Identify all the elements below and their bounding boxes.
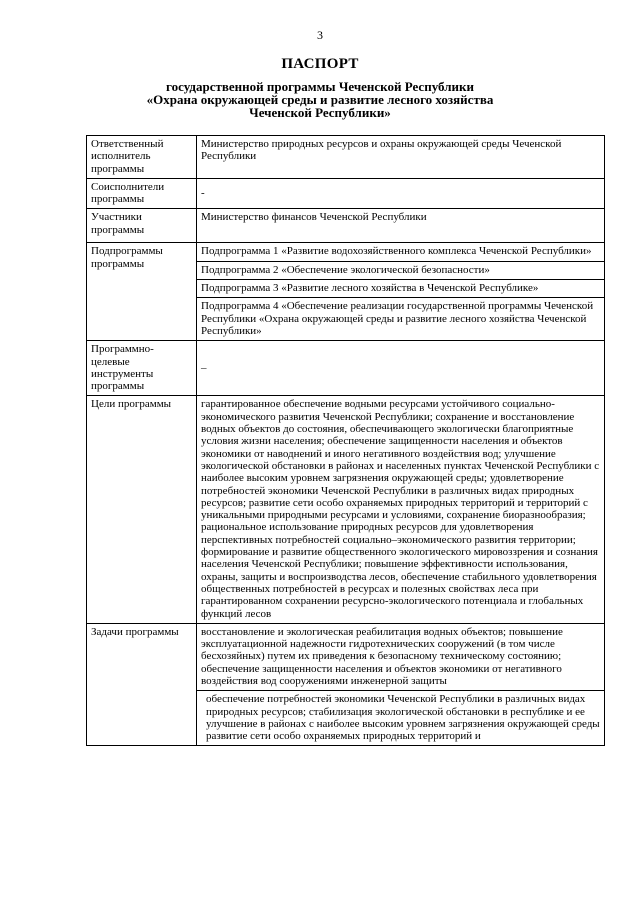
document-title: ПАСПОРТ xyxy=(281,56,359,72)
row-label: Подпрограммы программы xyxy=(87,243,197,341)
row-label: Участники программы xyxy=(87,209,197,243)
subprogram-item: Подпрограмма 3 «Развитие лесного хозяйства в Чеченской Республике» xyxy=(197,280,605,298)
task-item: восстановление и экологическая реабилитация водных объектов; повышение эксплуатационной надежности гидротехнических сооружений (в том числе бесхозяйных) путем их приведения к безопасному техническому состоянию; обеспечение защищенности населения и объектов экономики от негативного воздействия вод сооружениями инженерной защиты xyxy=(197,623,605,690)
row-value: Министерство природных ресурсов и охраны окружающей среды Чеченской Республики xyxy=(197,136,605,179)
row-label: Задачи программы xyxy=(87,623,197,746)
row-responsible xyxy=(87,136,605,179)
row-label: Программно-целевые инструменты программы xyxy=(87,341,197,396)
subprogram-item: Подпрограмма 1 «Развитие водохозяйственного комплекса Чеченской Республики» xyxy=(197,243,605,261)
subprogram-item: Подпрограмма 4 «Обеспечение реализации государственной программы Чеченской Республики «Охрана окружающей среды и развитие лесного хозяйства Чеченской Республики» xyxy=(197,298,605,341)
subtitle-line: государственной программы Чеченской Республики xyxy=(166,79,474,94)
row-label: Ответственный исполнитель программы xyxy=(87,136,197,179)
subtitle-line: Чеченской Республики» xyxy=(249,105,391,120)
row-subprogram xyxy=(87,243,605,261)
row-tasks xyxy=(87,623,605,690)
subtitle-line: «Охрана окружающей среды и развитие лесного хозяйства xyxy=(146,92,494,107)
row-goals xyxy=(87,396,605,623)
task-item-group xyxy=(197,691,605,746)
task-item: обеспечение потребностей экономики Чеченской Республики в различных видах природных ресурсов; стабилизация экологической обстановки в республике и ее улучшение в районах с наиболее высоким уровнем загрязнения окружающей среды xyxy=(206,693,600,730)
task-item: развитие сети особо охраняемых природных территорий и xyxy=(206,730,481,743)
dash-value: - xyxy=(201,186,205,199)
row-value xyxy=(197,178,605,209)
subprogram-item: Подпрограмма 2 «Обеспечение экологической безопасности» xyxy=(197,261,605,279)
row-value: Министерство финансов Чеченской Республики xyxy=(197,209,605,243)
page-number: 3 xyxy=(317,28,323,42)
row-participants xyxy=(87,209,605,243)
row-value: – xyxy=(197,341,605,396)
row-instruments xyxy=(87,341,605,396)
row-value: гарантированное обеспечение водными ресурсами устойчивого социально-экономического развития Чеченской Республики; сохранение и восстановление водных объектов до состояния, обеспечивающего экологически благоприятные условия жизни населения; обеспечение защищенности населения и объектов экономики от наводнений и иного негативного воздействия вод; улучшение экологической обстановки в районах и населенных пунктах Чеченской Республики с наиболее высоким уровнем загрязнения окружающей среды; удовлетворение потребностей экономики Чеченской Республики в различных видах природных ресурсов; развитие сети особо охраняемых природных территорий и территорий с уникальными природными ресурсами и условиями, сохранение биоразнообразия; рациональное использование природных ресурсов для удовлетворения перспективных потребностей социально–экономического развития территории; формирование и развитие общественного экологического мировоззрения и сознания населения Чеченской Республики; повышение эффективности использования, охраны, защиты и воспроизводства лесов, обеспечение стабильного удовлетворения общественных потребностей в ресурсах и полезных свойствах леса при гарантированном сохранении ресурсно-экологического потенциала и глобальных функций лесов xyxy=(197,396,605,623)
row-label: Цели программы xyxy=(87,396,197,623)
row-coexecutors xyxy=(87,178,605,209)
passport-table xyxy=(86,135,605,746)
row-label: Соисполнители программы xyxy=(87,178,197,209)
document-subtitle xyxy=(120,80,520,119)
